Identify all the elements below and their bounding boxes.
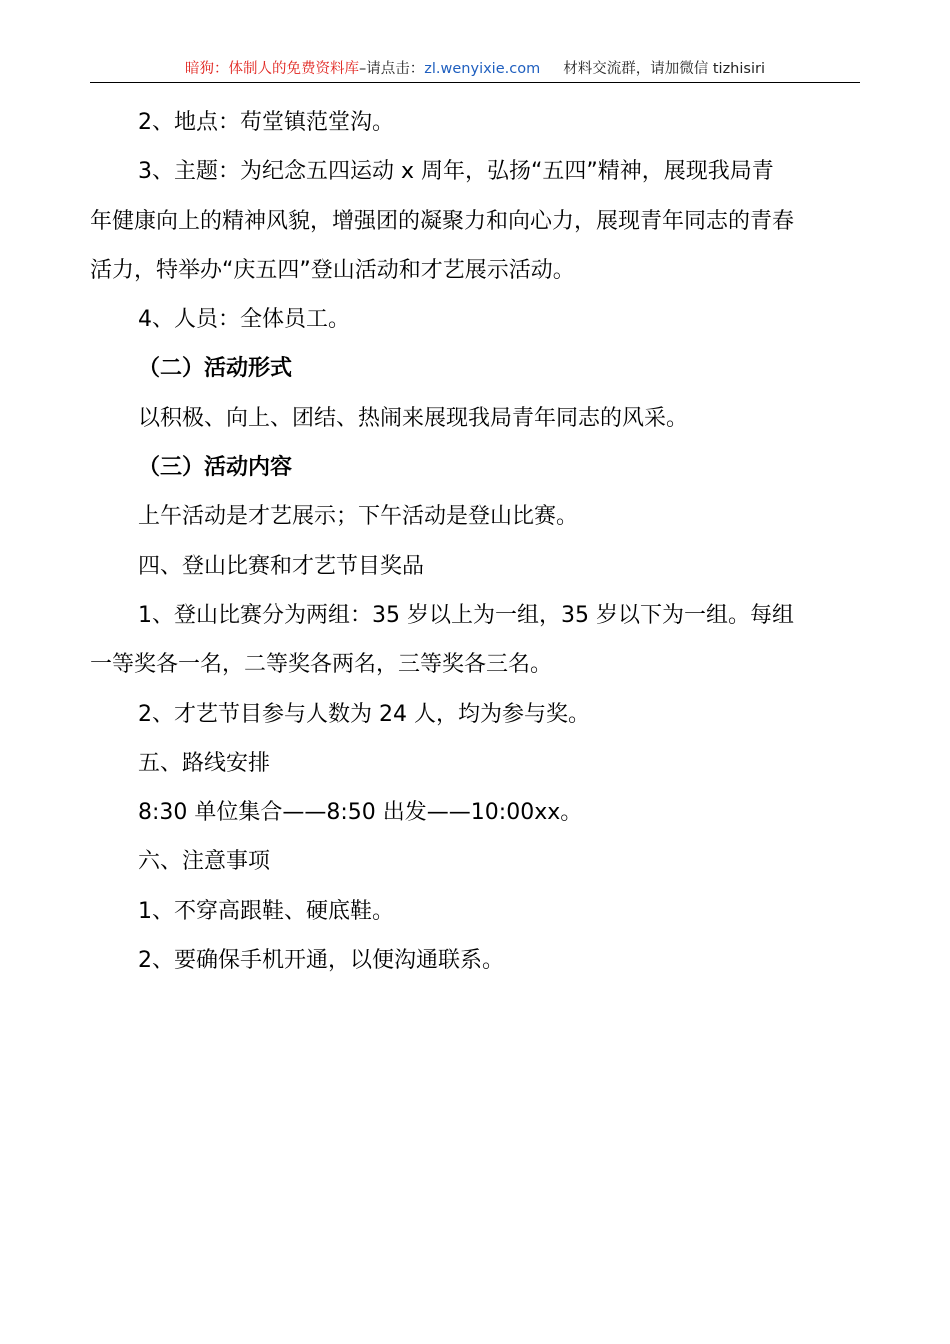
- header-click-prompt: –请点击：: [359, 61, 425, 77]
- theme-line-2: 年健康向上的精神风貌，增强团的凝聚力和向心力，展现青年同志的青春: [90, 208, 795, 234]
- page-header: [90, 58, 860, 83]
- content-heading: （三）活动内容: [138, 455, 293, 481]
- section-5-heading: 五、路线安排: [138, 750, 271, 776]
- note-2-line: 2、要确保手机开通，以便沟通联系。: [138, 948, 504, 974]
- prize-2-line: 2、才艺节目参与人数为 24 人，均为参与奖。: [138, 701, 590, 727]
- content-text: 上午活动是才艺展示；下午活动是登山比赛。: [138, 504, 579, 530]
- header-link[interactable]: zl.wenyixie.com: [424, 61, 541, 77]
- section-4-heading: 四、登山比赛和才艺节目奖品: [138, 553, 425, 579]
- theme-line-1: 3、主题：为纪念五四运动 x 周年，弘扬“五四”精神，展现我局青: [138, 159, 774, 185]
- section-6-heading: 六、注意事项: [138, 849, 271, 875]
- prize-1-line-1: 1、登山比赛分为两组：35 岁以上为一组，35 岁以下为一组。每组: [138, 602, 794, 628]
- header-wechat-note: 材料交流群，请加微信 tizhisiri: [563, 61, 765, 77]
- theme-line-3: 活力，特举办“庆五四”登山活动和才艺展示活动。: [90, 257, 575, 283]
- form-heading: （二）活动形式: [138, 356, 293, 382]
- location-line: 2、地点：苟堂镇范堂沟。: [138, 110, 394, 135]
- form-text: 以积极、向上、团结、热闹来展现我局青年同志的风采。: [138, 405, 689, 431]
- route-line: 8:30 单位集合——8:50 出发——10:00xx。: [138, 800, 583, 826]
- personnel-line: 4、人员：全体员工。: [138, 307, 350, 333]
- header-brand: 暗狗：体制人的免费资料库: [185, 61, 360, 77]
- document-body: [90, 98, 860, 985]
- header-spacer: [540, 61, 563, 77]
- prize-1-line-2: 一等奖各一名，二等奖各两名，三等奖各三名。: [90, 652, 553, 678]
- note-1-line: 1、不穿高跟鞋、硬底鞋。: [138, 898, 394, 924]
